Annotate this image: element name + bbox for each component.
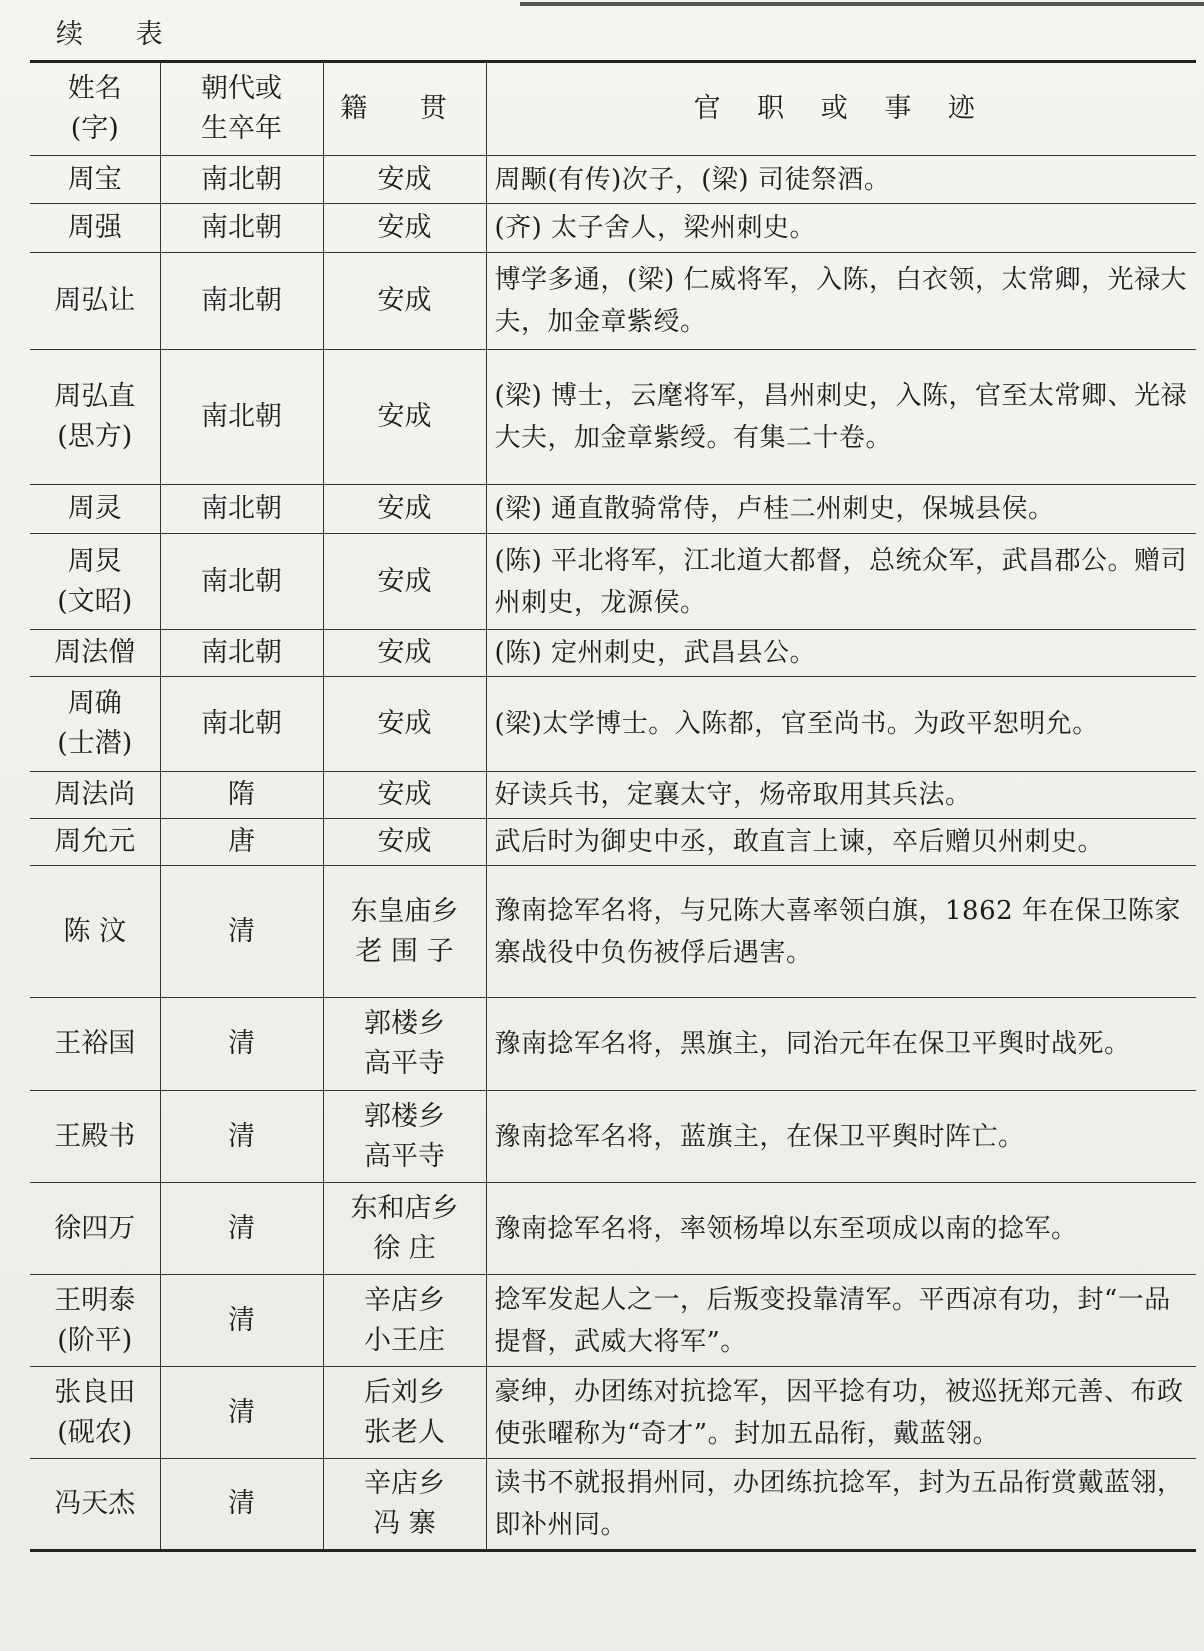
- cell-origin-line: 郭楼乡: [364, 1008, 445, 1039]
- cell-deeds: 武后时为御史中丞，敢直言上谏，卒后赠贝州刺史。: [486, 819, 1196, 866]
- cell-origin: [323, 350, 486, 485]
- table-row: [30, 253, 1196, 350]
- cell-origin-line: 安成: [377, 493, 432, 524]
- cell-origin: [323, 1459, 486, 1551]
- table-row: [30, 1275, 1196, 1367]
- cell-name: [30, 819, 160, 866]
- cell-origin-line: 安成: [377, 565, 432, 597]
- table-row: [30, 819, 1196, 866]
- cell-origin-line: 后刘乡: [364, 1376, 445, 1408]
- cell-name-line: 周弘让: [54, 285, 136, 316]
- cell-origin-line: 辛店乡: [364, 1468, 445, 1499]
- cell-name: [30, 534, 160, 630]
- cell-era: 清: [160, 1183, 323, 1275]
- cell-origin: [323, 772, 486, 819]
- cell-deeds: 豫南捻军名将，蓝旗主，在保卫平舆时阵亡。: [486, 1091, 1196, 1183]
- table-header-row: [30, 62, 1196, 156]
- table-row: [30, 677, 1196, 772]
- table-row: [30, 534, 1196, 630]
- cell-name: [30, 1275, 160, 1367]
- cell-name-line: (砚农): [57, 1416, 133, 1448]
- table-row: [30, 1183, 1196, 1275]
- table-row: [30, 1367, 1196, 1459]
- cell-origin-line: 安成: [377, 826, 432, 857]
- cell-name: [30, 630, 160, 677]
- cell-origin-line: 安成: [377, 708, 432, 739]
- column-header-deeds: 官 职 或 事 迹: [486, 62, 1196, 156]
- cell-deeds: (梁) 通直散骑常侍，卢桂二州刺史，保城县侯。: [486, 485, 1196, 534]
- cell-name: [30, 1459, 160, 1551]
- cell-name-line: (阶平): [57, 1324, 133, 1356]
- cell-name: [30, 485, 160, 534]
- column-header-era: [160, 62, 323, 156]
- cell-origin-line: 东皇庙乡: [350, 895, 459, 927]
- cell-name-line: 张良田: [54, 1376, 136, 1408]
- cell-era: 南北朝: [160, 204, 323, 253]
- table-row: [30, 350, 1196, 485]
- table-row: [30, 485, 1196, 534]
- table-row: [30, 1091, 1196, 1183]
- cell-origin: [323, 156, 486, 204]
- cell-origin-line: 高平寺: [364, 1048, 445, 1079]
- cell-origin-line: 郭楼乡: [364, 1100, 445, 1132]
- cell-deeds: 周颙(有传)次子，(梁) 司徒祭酒。: [486, 156, 1196, 204]
- cell-deeds: 博学多通，(梁) 仁威将军，入陈，白衣领，太常卿，光禄大夫，加金章紫绶。: [486, 253, 1196, 350]
- table-row: [30, 1459, 1196, 1551]
- cell-name-line: 王明泰: [54, 1284, 136, 1316]
- cell-name-line: 周强: [67, 212, 122, 243]
- cell-name-line: (士潜): [57, 728, 133, 759]
- cell-origin: [323, 253, 486, 350]
- cell-deeds: 豫南捻军名将，黑旗主，同治元年在保卫平舆时战死。: [486, 998, 1196, 1091]
- cell-name: [30, 1367, 160, 1459]
- cell-name: [30, 350, 160, 485]
- cell-era: 南北朝: [160, 534, 323, 630]
- cell-name-line: 王裕国: [54, 1028, 136, 1059]
- cell-origin: [323, 485, 486, 534]
- cell-origin-line: 东和店乡: [350, 1192, 459, 1224]
- table-row: [30, 204, 1196, 253]
- cell-origin-line: 冯 寨: [373, 1508, 436, 1539]
- cell-era: 南北朝: [160, 156, 323, 204]
- cell-name-line: 陈 汶: [63, 915, 127, 947]
- cell-deeds: 豫南捻军名将，率领杨埠以东至项成以南的捻军。: [486, 1183, 1196, 1275]
- cell-deeds: 读书不就报捐州同，办团练抗捻军，封为五品衔赏戴蓝翎，即补州同。: [486, 1459, 1196, 1551]
- cell-era: 清: [160, 1459, 323, 1551]
- cell-name: [30, 866, 160, 998]
- cell-era: 南北朝: [160, 253, 323, 350]
- cell-name-line: 周炅: [67, 545, 122, 577]
- cell-origin-line: 老 围 子: [355, 935, 454, 967]
- table-row: [30, 866, 1196, 998]
- cell-name: [30, 1091, 160, 1183]
- cell-era: 唐: [160, 819, 323, 866]
- cell-origin: [323, 1183, 486, 1275]
- cell-deeds: (陈) 平北将军，江北道大都督，总统众军，武昌郡公。赠司州刺史，龙源侯。: [486, 534, 1196, 630]
- cell-name: [30, 1183, 160, 1275]
- table-body: [30, 156, 1196, 1551]
- column-header-origin: 籍 贯: [323, 62, 486, 156]
- column-header-name: [30, 62, 160, 156]
- cell-name-line: 周灵: [67, 493, 122, 524]
- cell-origin-line: 小王庄: [364, 1324, 445, 1356]
- cell-name-line: 冯天杰: [54, 1488, 136, 1519]
- cell-era: 南北朝: [160, 677, 323, 772]
- cell-origin-line: 安成: [377, 401, 432, 432]
- cell-name: [30, 204, 160, 253]
- cell-origin: [323, 866, 486, 998]
- cell-era: 南北朝: [160, 485, 323, 534]
- cell-origin: [323, 998, 486, 1091]
- cell-name: [30, 772, 160, 819]
- cell-era: 南北朝: [160, 630, 323, 677]
- cell-origin-line: 安成: [377, 285, 432, 316]
- cell-name: [30, 156, 160, 204]
- cell-name-line: 周允元: [54, 826, 136, 857]
- cell-deeds: (梁)太学博士。入陈都，官至尚书。为政平恕明允。: [486, 677, 1196, 772]
- cell-era: 清: [160, 1275, 323, 1367]
- cell-name-line: (思方): [57, 421, 133, 452]
- header-rule: [520, 2, 1204, 6]
- table-row: [30, 772, 1196, 819]
- cell-origin: [323, 819, 486, 866]
- cell-origin: [323, 1091, 486, 1183]
- cell-era: 隋: [160, 772, 323, 819]
- cell-origin: [323, 1275, 486, 1367]
- cell-deeds: 豫南捻军名将，与兄陈大喜率领白旗，1862 年在保卫陈家寨战役中负伤被俘后遇害。: [486, 866, 1196, 998]
- cell-origin-line: 高平寺: [364, 1140, 445, 1172]
- cell-origin-line: 安成: [377, 212, 432, 243]
- cell-origin-line: 徐 庄: [373, 1232, 436, 1264]
- cell-deeds: (陈) 定州刺史，武昌县公。: [486, 630, 1196, 677]
- column-header-era-line2: 生卒年: [201, 113, 282, 144]
- continued-label: 续 表: [56, 19, 185, 50]
- cell-name-line: 周宝: [67, 163, 122, 195]
- table-row: [30, 156, 1196, 204]
- cell-name-line: 王殿书: [54, 1120, 136, 1152]
- cell-origin-line: 张老人: [364, 1416, 445, 1448]
- cell-deeds: 好读兵书，定襄太守，炀帝取用其兵法。: [486, 772, 1196, 819]
- cell-era: 清: [160, 998, 323, 1091]
- cell-origin: [323, 630, 486, 677]
- cell-origin-line: 安成: [377, 163, 432, 195]
- column-header-name-line2: (字): [70, 113, 119, 144]
- column-header-era-line1: 朝代或: [201, 73, 282, 104]
- cell-name-line: 周法僧: [54, 637, 136, 668]
- cell-era: 清: [160, 1367, 323, 1459]
- cell-deeds: 捻军发起人之一，后叛变投靠清军。平西凉有功，封“一品提督，武威大将军”。: [486, 1275, 1196, 1367]
- table-row: [30, 998, 1196, 1091]
- cell-era: 南北朝: [160, 350, 323, 485]
- cell-era: 清: [160, 866, 323, 998]
- cell-origin: [323, 204, 486, 253]
- cell-origin-line: 安成: [377, 779, 432, 810]
- cell-name: [30, 677, 160, 772]
- cell-name-line: (文昭): [57, 585, 133, 617]
- cell-origin: [323, 677, 486, 772]
- cell-origin: [323, 1367, 486, 1459]
- column-header-name-line1: 姓名: [67, 73, 122, 104]
- cell-deeds: 豪绅，办团练对抗捻军，因平捻有功，被巡抚郑元善、布政使张曜称为“奇才”。封加五品衔，戴蓝翎。: [486, 1367, 1196, 1459]
- cell-deeds: (梁) 博士，云麾将军，昌州刺史，入陈，官至太常卿、光禄大夫，加金章紫绶。有集二十卷。: [486, 350, 1196, 485]
- table-row: [30, 630, 1196, 677]
- cell-name: [30, 253, 160, 350]
- cell-name: [30, 998, 160, 1091]
- cell-origin: [323, 534, 486, 630]
- records-table: [30, 60, 1196, 1552]
- cell-era: 清: [160, 1091, 323, 1183]
- cell-name-line: 徐四万: [54, 1212, 136, 1244]
- cell-deeds: (齐) 太子舍人，梁州刺史。: [486, 204, 1196, 253]
- cell-name-line: 周确: [67, 688, 122, 719]
- cell-name-line: 周法尚: [54, 779, 136, 810]
- cell-name-line: 周弘直: [54, 381, 136, 412]
- cell-origin-line: 安成: [377, 637, 432, 668]
- cell-origin-line: 辛店乡: [364, 1284, 445, 1316]
